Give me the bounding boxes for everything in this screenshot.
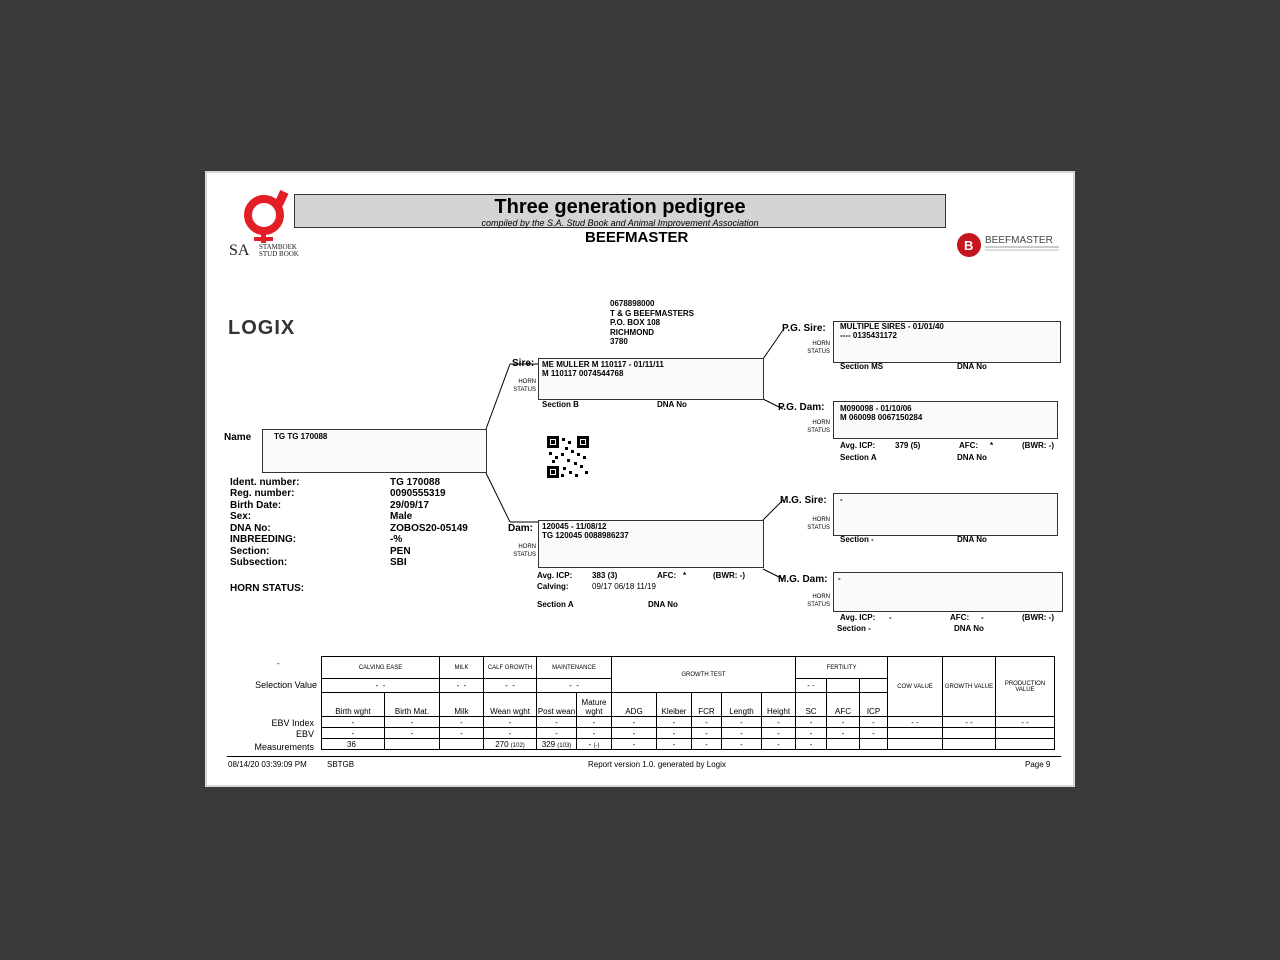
measurements-row — [322, 739, 1055, 750]
breed-title: BEEFMASTER — [585, 229, 689, 246]
horn-label: HORN — [812, 594, 830, 600]
detail-value: SBI — [390, 557, 407, 568]
svg-text:STUD BOOK: STUD BOOK — [259, 250, 299, 258]
status-label: STATUS — [513, 387, 536, 393]
dam-box — [538, 520, 764, 568]
mg-dam-avg-icp: - — [889, 613, 892, 622]
ebv-table — [321, 656, 1055, 750]
measurement-cell — [888, 739, 943, 750]
group-fertility: FERTILITY — [796, 657, 888, 679]
svg-text:STAMBOEK: STAMBOEK — [259, 243, 297, 251]
mg-dam-section: Section - — [837, 624, 871, 633]
horn-label: HORN — [812, 341, 830, 347]
measurement-cell: - — [796, 739, 827, 750]
trait-header: ADG — [612, 693, 657, 717]
row-label-measurements: Measurements — [254, 742, 314, 752]
mg-sire-label: M.G. Sire: — [780, 495, 827, 506]
group-growth-test: GROWTH TEST — [612, 657, 796, 693]
ebv-cell: - — [537, 728, 577, 739]
ebv-cell: - — [612, 728, 657, 739]
detail-value: Male — [390, 511, 413, 522]
pg-dam-label: P.G. Dam: — [778, 402, 825, 413]
horn-label: HORN — [518, 379, 536, 385]
sire-label: Sire: — [512, 358, 535, 369]
owner-name: T & G BEEFMASTERS — [610, 309, 695, 318]
footer-page: Page 9 — [1025, 760, 1051, 769]
detail-label: DNA No: — [230, 523, 271, 534]
ebv-index-cell: - — [484, 717, 537, 728]
row-label-ebv: EBV — [295, 729, 314, 739]
dam-calving: 09/17 06/18 11/19 — [592, 582, 656, 591]
pg-sire-box — [833, 321, 1061, 363]
pg-dam-afc: * — [990, 441, 994, 450]
mg-dam-bwr: (BWR: -) — [1022, 613, 1054, 622]
sire-box — [538, 358, 764, 400]
sire-line1: ME MULLER M 110117 - 01/11/11 — [542, 360, 664, 369]
ebv-cell — [996, 728, 1055, 739]
svg-text:B: B — [964, 238, 974, 253]
group-production-value: PRODUCTION VALUE — [996, 657, 1055, 717]
ebv-index-cell: - — [537, 717, 577, 728]
trait-header: ICP — [860, 693, 888, 717]
sel-calving-ease: - - — [322, 679, 440, 693]
detail-label: Reg. number: — [230, 488, 295, 499]
detail-label: Sex: — [230, 511, 252, 522]
owner-code: 3780 — [610, 337, 628, 346]
measurement-cell: - — [692, 739, 722, 750]
group-cow-value: COW VALUE — [888, 657, 943, 717]
logix-logo: LOGIX — [228, 317, 296, 339]
footer-rule — [227, 756, 1061, 757]
pg-sire-dna: DNA No — [957, 362, 987, 371]
status-label: STATUS — [807, 602, 830, 608]
pg-dam-section: Section A — [840, 453, 877, 462]
owner-phone: 0678898000 — [610, 299, 655, 308]
sire-section: Section B — [542, 400, 579, 409]
ebv-index-cell: - — [612, 717, 657, 728]
detail-label: Section: — [230, 546, 270, 557]
ebv-index-cell: - — [796, 717, 827, 728]
name-label: Name — [224, 432, 252, 443]
trait-header: Kleiber — [657, 693, 692, 717]
detail-value: ZOBOS20-05149 — [390, 523, 468, 534]
ebv-cell: - — [440, 728, 484, 739]
pg-sire-label: P.G. Sire: — [782, 323, 826, 334]
detail-value: -% — [390, 534, 403, 545]
measurement-cell: - — [722, 739, 762, 750]
page-subtitle: compiled by the S.A. Stud Book and Animal Improvement Association — [481, 218, 759, 228]
measurement-cell: - — [762, 739, 796, 750]
measurement-cell — [996, 739, 1055, 750]
trait-header: Height — [762, 693, 796, 717]
measurement-cell — [440, 739, 484, 750]
measurement-cell: - — [612, 739, 657, 750]
sel-fertility: - - — [796, 679, 827, 693]
dam-dna: DNA No — [648, 600, 678, 609]
pedigree-certificate — [205, 171, 1075, 787]
status-label: STATUS — [807, 349, 830, 355]
qr-code-icon — [547, 436, 589, 478]
mg-sire-line1: - — [840, 495, 843, 504]
mg-sire-box — [833, 493, 1058, 536]
status-label: STATUS — [807, 428, 830, 434]
pg-dam-afc-label: AFC: — [959, 441, 979, 450]
mg-dam-line1: - — [838, 574, 841, 583]
detail-label: Subsection: — [230, 557, 288, 568]
ebv-index-cell: - — [577, 717, 612, 728]
footer-code: SBTGB — [327, 760, 355, 769]
pg-dam-box — [833, 401, 1058, 439]
dam-label: Dam: — [508, 523, 534, 534]
measurement-cell: - — [657, 739, 692, 750]
owner-box: P.O. BOX 108 — [610, 318, 661, 327]
dam-afc: * — [683, 571, 687, 580]
ebv-cell — [943, 728, 996, 739]
group-calf-growth: CALF GROWTH — [484, 657, 537, 679]
detail-value: TG 170088 — [390, 477, 441, 488]
dam-line2: TG 120045 0088986237 — [542, 531, 629, 540]
row-label-ebv-index: EBV Index — [271, 718, 314, 728]
mg-dam-avg-icp-label: Avg. ICP: — [840, 613, 876, 622]
svg-text:SA: SA — [229, 242, 250, 259]
trait-header: Milk — [440, 693, 484, 717]
status-label: STATUS — [807, 525, 830, 531]
trait-header: Mature wght — [577, 693, 612, 717]
footer-report: Report version 1.0. generated by Logix — [588, 760, 726, 769]
sel-calf-growth: - - — [484, 679, 537, 693]
ebv-index-cell: - — [827, 717, 860, 728]
ebv-index-cell: - - — [888, 717, 943, 728]
ebv-cell: - — [722, 728, 762, 739]
ebv-cell: - — [762, 728, 796, 739]
pg-sire-line2: ---- 0135431172 — [840, 331, 897, 340]
pg-dam-line2: M 060098 0067150284 — [840, 413, 923, 422]
dam-line1: 120045 - 11/08/12 — [542, 522, 607, 531]
measurement-birth: 36 — [322, 739, 385, 750]
dam-avg-icp: 383 (3) — [592, 571, 618, 580]
svg-text:BEEFMASTER: BEEFMASTER — [985, 235, 1053, 246]
ebv-index-cell: - — [657, 717, 692, 728]
trait-header: Length — [722, 693, 762, 717]
ebv-index-cell: - — [762, 717, 796, 728]
measurement-mature: - (-) — [577, 739, 612, 750]
pg-sire-section: Section MS — [840, 362, 884, 371]
trait-header: Birth Mat. — [385, 693, 440, 717]
detail-value: PEN — [390, 546, 411, 557]
horn-label: HORN — [812, 420, 830, 426]
qr-code — [547, 436, 589, 478]
dam-section: Section A — [537, 600, 574, 609]
pg-dam-line1: M090098 - 01/10/06 — [840, 404, 912, 413]
animal-name-box — [262, 429, 487, 473]
detail-label: Birth Date: — [230, 500, 282, 511]
group-milk: MILK — [440, 657, 484, 679]
dam-bwr: (BWR: -) — [713, 571, 745, 580]
mg-dam-dna: DNA No — [954, 624, 984, 633]
ebv-index-cell: - — [440, 717, 484, 728]
ebv-cell: - — [484, 728, 537, 739]
row-label-selection-value: Selection Value — [255, 680, 317, 690]
ebv-index-cell: - - — [943, 717, 996, 728]
ebv-index-cell: - — [692, 717, 722, 728]
trait-header: Wean wght — [484, 693, 537, 717]
measurement-wean: 270 (102) — [484, 739, 537, 750]
ebv-cell — [888, 728, 943, 739]
mg-dam-box — [833, 572, 1063, 612]
ebv-cell: - — [657, 728, 692, 739]
detail-label: INBREEDING: — [230, 534, 297, 545]
pg-sire-line1: MULTIPLE SIRES - 01/01/40 — [840, 322, 944, 331]
detail-value: 29/09/17 — [390, 500, 429, 511]
horn-label: HORN — [518, 544, 536, 550]
trait-header: Post wean — [537, 693, 577, 717]
trait-header: FCR — [692, 693, 722, 717]
animal-name-value: TG TG 170088 — [274, 432, 328, 441]
sel-milk: - - — [440, 679, 484, 693]
mg-sire-section: Section - — [840, 535, 874, 544]
measurement-cell — [827, 739, 860, 750]
ebv-cell: - — [385, 728, 440, 739]
mg-dam-label: M.G. Dam: — [778, 574, 828, 585]
footer-datetime: 08/14/20 03:39:09 PM — [228, 760, 307, 769]
detail-label: Ident. number: — [230, 477, 300, 488]
group-maintenance: MAINTENANCE — [537, 657, 612, 679]
pg-dam-avg-icp: 379 (5) — [895, 441, 921, 450]
ebv-cell: - — [692, 728, 722, 739]
ebv-index-cell: - — [322, 717, 385, 728]
dam-calving-label: Calving: — [537, 582, 569, 591]
sel-fertility-empty — [860, 679, 888, 693]
ebv-cell: - — [860, 728, 888, 739]
pg-dam-avg-icp-label: Avg. ICP: — [840, 441, 876, 450]
ebv-corner-dash: - — [277, 659, 280, 668]
ebv-cell: - — [577, 728, 612, 739]
mg-dam-afc: - — [981, 613, 984, 622]
ebv-index-cell: - — [860, 717, 888, 728]
group-calving-ease: CALVING EASE — [322, 657, 440, 679]
detail-value: 0090555319 — [390, 488, 446, 499]
ebv-index-cell: - — [722, 717, 762, 728]
horn-status-label: HORN STATUS: — [230, 583, 305, 594]
ebv-index-cell: - — [385, 717, 440, 728]
trait-header: Birth wght — [322, 693, 385, 717]
sel-maintenance: - - — [537, 679, 612, 693]
dam-avg-icp-label: Avg. ICP: — [537, 571, 573, 580]
ebv-cell: - — [322, 728, 385, 739]
ebv-index-cell: - - — [996, 717, 1055, 728]
horn-label: HORN — [812, 517, 830, 523]
pg-dam-bwr: (BWR: -) — [1022, 441, 1054, 450]
pg-dam-dna: DNA No — [957, 453, 987, 462]
trait-header: SC — [796, 693, 827, 717]
measurement-cell — [943, 739, 996, 750]
ebv-cell: - — [796, 728, 827, 739]
mg-sire-dna: DNA No — [957, 535, 987, 544]
mg-dam-afc-label: AFC: — [950, 613, 970, 622]
ebv-cell: - — [827, 728, 860, 739]
measurement-cell — [385, 739, 440, 750]
status-label: STATUS — [513, 552, 536, 558]
trait-header: AFC — [827, 693, 860, 717]
measurement-cell — [860, 739, 888, 750]
page-title: Three generation pedigree — [494, 196, 746, 218]
sire-dna: DNA No — [657, 400, 687, 409]
group-growth-value: GROWTH VALUE — [943, 657, 996, 717]
measurement-post: 329 (103) — [537, 739, 577, 750]
sel-fertility-empty — [827, 679, 860, 693]
dam-afc-label: AFC: — [657, 571, 677, 580]
sire-line2: M 110117 0074544768 — [542, 369, 624, 378]
owner-town: RICHMOND — [610, 328, 654, 337]
ebv-row — [322, 728, 1055, 739]
ebv-index-row — [322, 717, 1055, 728]
